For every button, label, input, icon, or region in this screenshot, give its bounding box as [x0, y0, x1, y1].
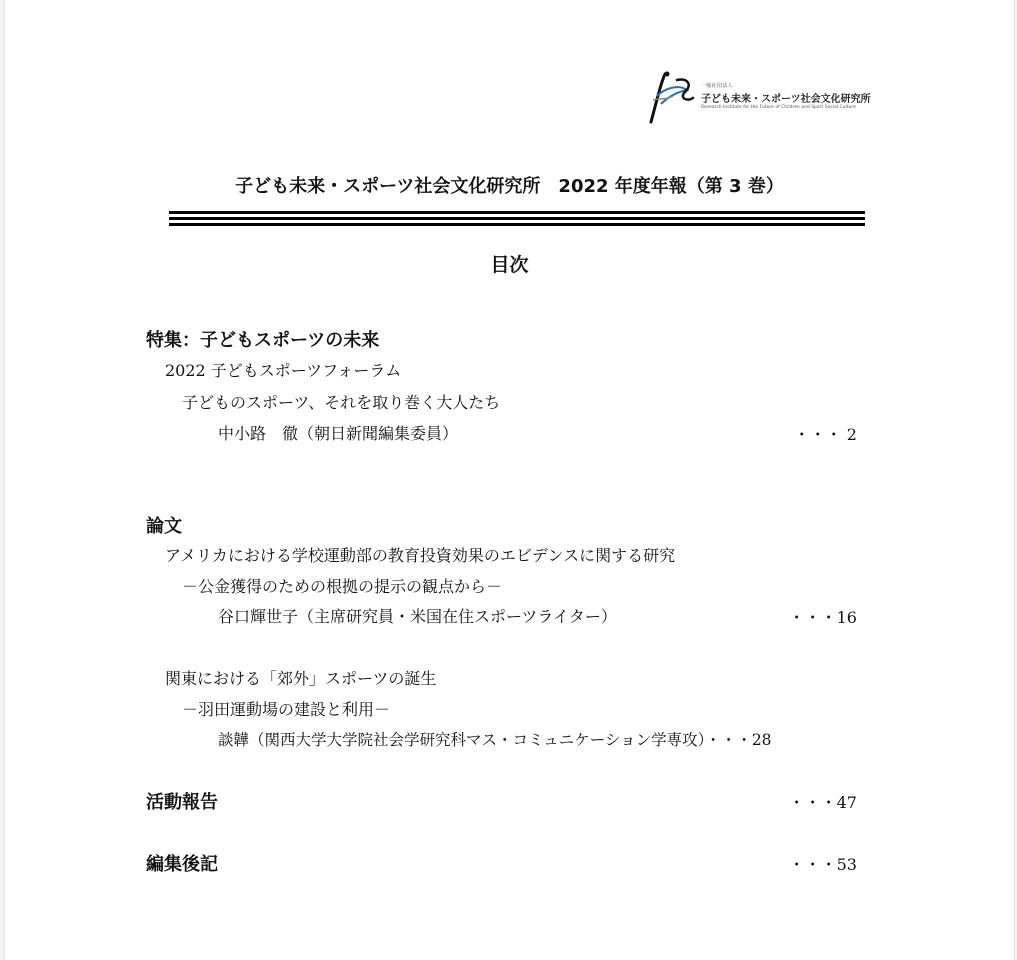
paper1-page-ref: ・・・16	[788, 608, 857, 627]
activity-page-ref: ・・・47	[788, 793, 857, 812]
institute-logo	[647, 70, 887, 130]
special-author: 中小路 徹（朝日新聞編集委員）	[218, 424, 459, 443]
paper2-author: 談韡（関西大学大学院社会学研究科マス・コミュニケーション学専攻）・・・28	[218, 731, 772, 749]
document-page	[4, 0, 1015, 960]
title-rule	[169, 211, 865, 229]
document-title: 子ども未来・スポーツ社会文化研究所 2022 年度年報（第 3 巻）	[235, 176, 784, 197]
logo-mark-icon	[647, 70, 699, 128]
section-title-special: 特集：子どもスポーツの未来	[146, 330, 380, 351]
toc-heading: 目次	[490, 254, 529, 276]
special-article-title: 子どものスポーツ、それを取り巻く大人たち	[182, 393, 501, 412]
rule-line	[169, 223, 865, 226]
rule-line	[169, 217, 865, 220]
paper2-title: 関東における「郊外」スポーツの誕生	[165, 669, 437, 688]
paper1-title: アメリカにおける学校運動部の教育投資効果のエビデンスに関する研究	[165, 546, 676, 565]
logo-main-text: 子ども未来・スポーツ社会文化研究所	[701, 94, 871, 105]
paper1-subtitle: －公金獲得のための根拠の提示の観点から－	[182, 577, 503, 596]
postscript-page-ref: ・・・53	[788, 855, 857, 874]
paper1-author: 谷口輝世子（主席研究員・米国在住スポーツライター）	[218, 607, 617, 626]
special-event: 2022 子どもスポーツフォーラム	[165, 361, 402, 380]
section-title-papers: 論文	[146, 516, 182, 537]
special-page-ref: ・・・ 2	[793, 425, 857, 444]
paper2-subtitle: －羽田運動場の建設と利用－	[182, 700, 391, 719]
rule-line	[169, 211, 865, 214]
logo-small-text: 一般社団法人	[701, 83, 733, 89]
logo-english-text: Research Institute for the Future of Children and Sport Social Culture	[701, 105, 856, 110]
section-title-activity: 活動報告	[146, 792, 218, 813]
section-title-postscript: 編集後記	[146, 854, 218, 875]
